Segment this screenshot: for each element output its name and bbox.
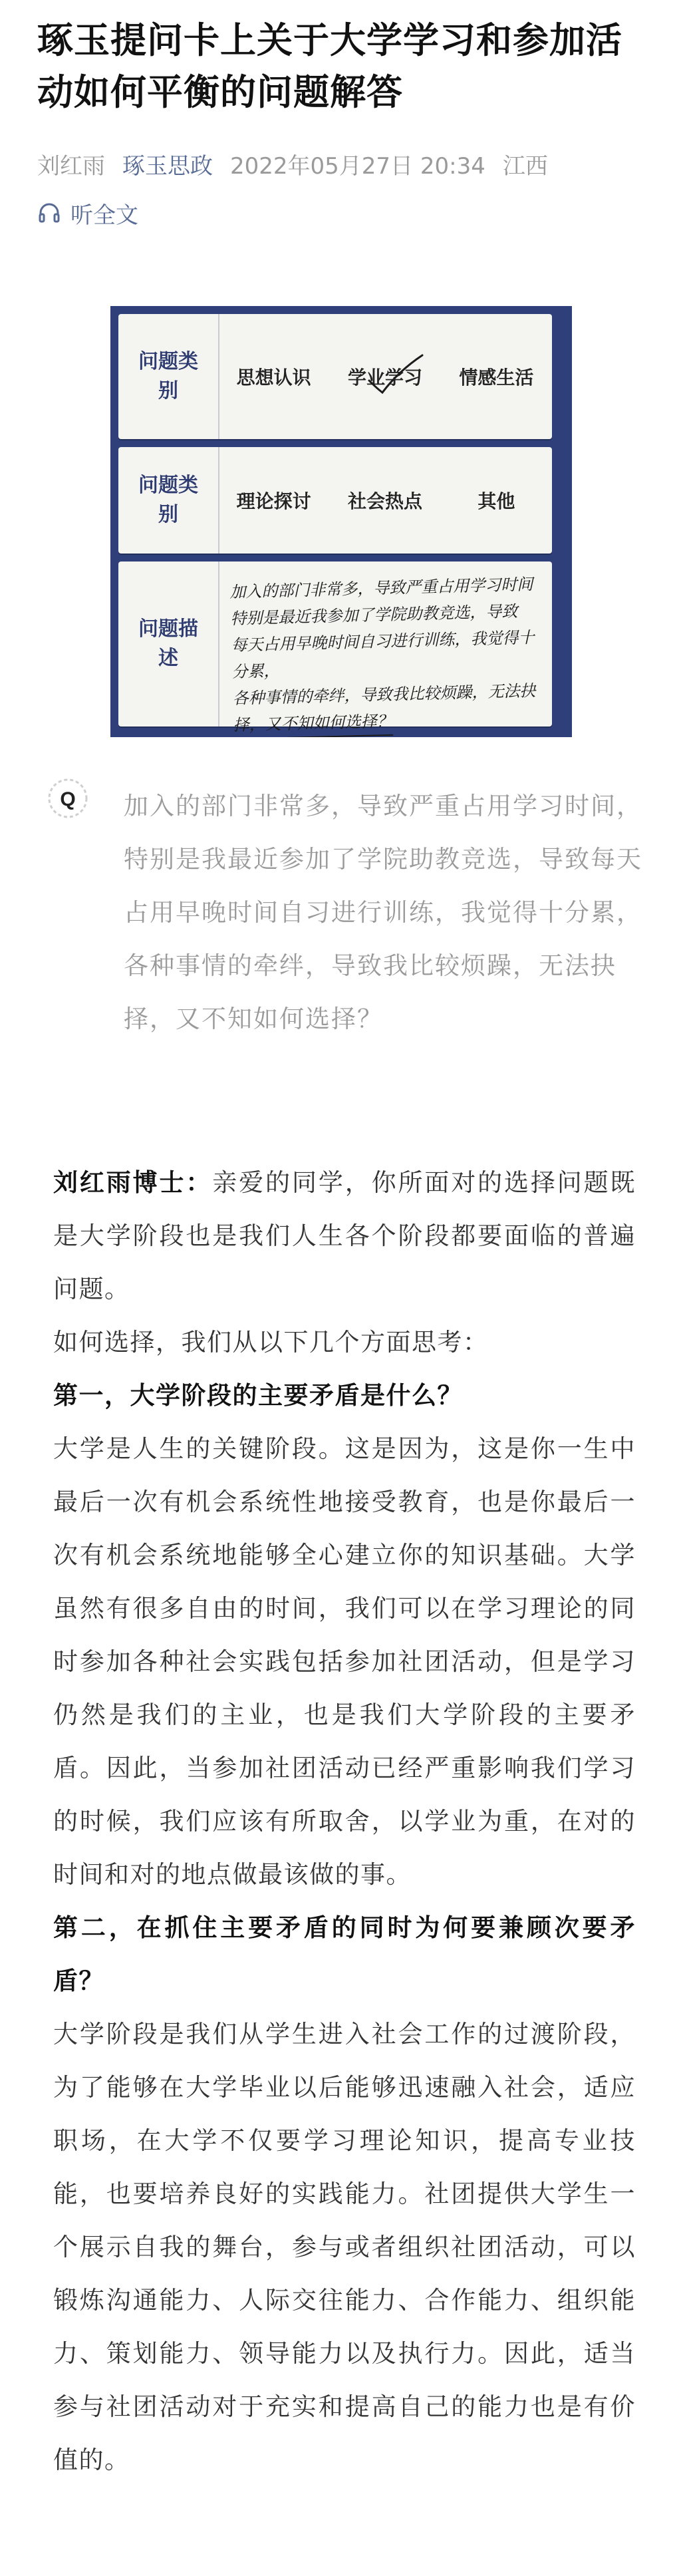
card-option: 情感生活	[459, 367, 534, 389]
card-option: 理论探讨	[236, 490, 311, 512]
card-option: 思想认识	[236, 367, 311, 389]
listen-label: 听全文	[70, 202, 138, 229]
account-name[interactable]: 琢玉思政	[122, 152, 213, 180]
checkmark-icon	[365, 351, 425, 398]
headphone-icon	[37, 201, 61, 225]
publish-date: 2022年05月27日 20:34	[230, 152, 485, 180]
section-heading-2: 第二，在抓住主要矛盾的同时为何要兼顾次要矛盾？	[53, 1913, 636, 1995]
question-card-photo[interactable]	[110, 306, 572, 737]
card-row3-label: 问题描述	[138, 617, 198, 670]
section-paragraph-2: 大学阶段是我们从学生进入社会工作的过渡阶段，为了能够在大学毕业以后能够迅速融入社会，适应职场，在大学不仅要学习理论知识，提高专业技能，也要培养良好的实践能力。社团提供大学生一个展示自我的舞台，参与或者组织社团活动，可以锻炼沟通能力、人际交往能力、合作能力、组织能力、策划能力、领导能力以及执行力。因此，适当参与社团活动对于充实和提高自己的能力也是有价值的。	[53, 2020, 636, 2474]
answer-lead: 如何选择，我们从以下几个方面思考：	[53, 1328, 489, 1357]
card-row-description	[118, 562, 552, 735]
answer-body	[53, 1156, 636, 2487]
answer-speaker: 刘红雨博士：	[53, 1168, 213, 1197]
question-q-icon	[45, 776, 90, 821]
card-option: 其他	[477, 490, 515, 512]
article-meta	[37, 145, 565, 182]
q-icon-letter: Q	[60, 788, 76, 810]
handwritten-description: 加入的部门非常多，导致严重占用学习时间 特别是最近我参加了学院助教竞选，导致 每天占用早晚时间自习进行训练，我觉得十分累， 各种事情的牵绊，导致我比较烦躁，无法抉 择，又不知如何选择？	[229, 571, 541, 737]
question-text: 加入的部门非常多，导致严重占用学习时间，特别是我最近参加了学院助教竞选，导致每天占用早晚时间自习进行训练，我觉得十分累，各种事情的牵绊，导致我比较烦躁，无法抉择，又不知如何选择？	[124, 792, 642, 1033]
card-option-checked: 学业学习	[329, 363, 440, 390]
publish-location: 江西	[502, 152, 548, 180]
article-title: 琢玉提问卡上关于大学学习和参加活动如何平衡的问题解答	[37, 19, 622, 113]
author-name[interactable]: 刘红雨	[37, 152, 105, 180]
section-heading-1: 第一，大学阶段的主要矛盾是什么？	[53, 1381, 463, 1410]
section-paragraph-1: 大学是人生的关键阶段。这是因为，这是你一生中最后一次有机会系统性地接受教育，也是你最后一次有机会系统地能够全心建立你的知识基础。大学虽然有很多自由的时间，我们可以在学习理论的同时参加各种社会实践包括参加社团活动，但是学习仍然是我们的主业，也是我们大学阶段的主要矛盾。因此，当参加社团活动已经严重影响我们学习的时候，我们应该有所取舍，以学业为重，在对的时间和对的地点做最该做的事。	[53, 1434, 636, 1889]
listen-button[interactable]	[37, 194, 138, 232]
card-row2-label: 问题类别	[138, 474, 198, 526]
answer-intro: 刘红雨博士：亲爱的同学，你所面对的选择问题既是大学阶段也是我们人生各个阶段都要面临的普遍问题。	[53, 1168, 636, 1303]
card-option: 社会热点	[347, 490, 422, 512]
card-row-category-1	[118, 314, 552, 439]
card-row-category-2	[118, 447, 552, 554]
card-row1-label: 问题类别	[138, 350, 198, 402]
